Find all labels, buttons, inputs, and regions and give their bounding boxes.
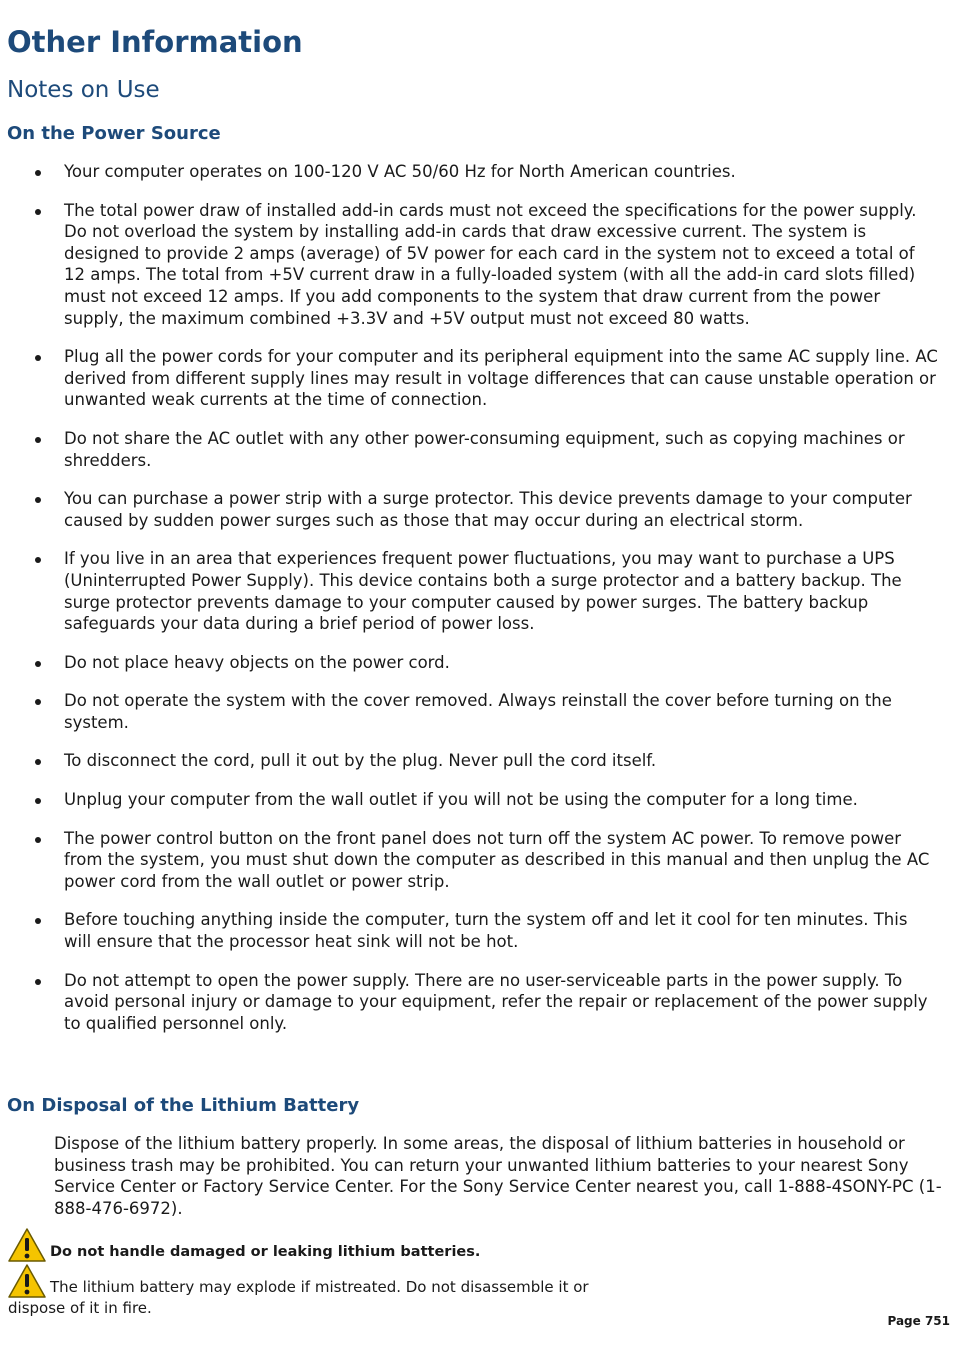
section-heading-battery: On Disposal of the Lithium Battery bbox=[7, 1095, 360, 1116]
bullet-icon bbox=[35, 918, 41, 924]
bullet-icon bbox=[35, 979, 41, 985]
bullet-icon bbox=[35, 661, 41, 667]
list-item: You can purchase a power strip with a surge protector. This device prevents damage to your computer caused by sudden power surges such as those that may occur during an electrical storm. bbox=[0, 488, 954, 531]
list-item: To disconnect the cord, pull it out by the plug. Never pull the cord itself. bbox=[0, 750, 954, 772]
warning-triangle-icon bbox=[8, 1228, 46, 1262]
bullet-icon bbox=[35, 798, 41, 804]
bullet-icon bbox=[35, 209, 41, 215]
warning-text: The lithium battery may explode if mistreated. Do not disassemble it or dispose of it in fire. bbox=[8, 1278, 589, 1317]
list-item: Your computer operates on 100-120 V AC 50/60 Hz for North American countries. bbox=[0, 161, 954, 183]
warning-text: Do not handle damaged or leaking lithium batteries. bbox=[50, 1244, 481, 1260]
bullet-icon bbox=[35, 557, 41, 563]
warning-note-2 bbox=[8, 1264, 628, 1319]
list-item: Before touching anything inside the computer, turn the system off and let it cool for ten minutes. This will ensure that the processor heat sink will not be hot. bbox=[0, 909, 954, 952]
page-title: Other Information bbox=[7, 25, 303, 59]
bullet-icon bbox=[35, 355, 41, 361]
list-item: Do not place heavy objects on the power cord. bbox=[0, 652, 954, 674]
bullet-icon bbox=[35, 437, 41, 443]
list-item: Do not share the AC outlet with any other power-consuming equipment, such as copying machines or shredders. bbox=[0, 428, 954, 471]
page-number: Page 751 bbox=[887, 1314, 950, 1328]
power-notes-list bbox=[0, 161, 954, 1051]
warning-note-1 bbox=[8, 1228, 480, 1262]
bullet-icon bbox=[35, 837, 41, 843]
bullet-icon bbox=[35, 170, 41, 176]
list-item: Do not attempt to open the power supply. There are no user-serviceable parts in the power supply. To avoid personal injury or damage to your equipment, refer the repair or replacement of the power supply to qualified personnel only. bbox=[0, 970, 954, 1035]
bullet-icon bbox=[35, 699, 41, 705]
page-subtitle: Notes on Use bbox=[7, 77, 160, 103]
bullet-icon bbox=[35, 759, 41, 765]
warning-triangle-icon bbox=[8, 1264, 46, 1298]
section-heading-power: On the Power Source bbox=[7, 123, 221, 144]
list-item: Unplug your computer from the wall outlet if you will not be using the computer for a long time. bbox=[0, 789, 954, 811]
list-item: If you live in an area that experiences frequent power fluctuations, you may want to purchase a UPS (Uninterrupted Power Supply). This device contains both a surge protector and a battery backup. The surge protector prevents damage to your computer caused by power surges. The battery backup safeguards your data during a brief period of power loss. bbox=[0, 548, 954, 634]
bullet-icon bbox=[35, 497, 41, 503]
list-item: Do not operate the system with the cover removed. Always reinstall the cover before turning on the system. bbox=[0, 690, 954, 733]
list-item: The power control button on the front panel does not turn off the system AC power. To remove power from the system, you must shut down the computer as described in this manual and then unplug the AC power cord from the wall outlet or power strip. bbox=[0, 828, 954, 893]
list-item: Plug all the power cords for your computer and its peripheral equipment into the same AC supply line. AC derived from different supply lines may result in voltage differences that can cause unstable operation or unwanted weak currents at the time of connection. bbox=[0, 346, 954, 411]
battery-disposal-paragraph: Dispose of the lithium battery properly. In some areas, the disposal of lithium batteries in household or business trash may be prohibited. You can return your unwanted lithium batteries to your nearest Sony Service Center or Factory Service Center. For the Sony Service Center nearest you, call 1-888-4SONY-PC (1-888-476-6972). bbox=[54, 1134, 942, 1218]
list-item: The total power draw of installed add-in cards must not exceed the specifications for the power supply. Do not overload the system by installing add-in cards that draw excessive current. The system is designed to provide 2 amps (average) of 5V power for each card in the system not to exceed a total of 12 amps. The total from +5V current draw in a fully-loaded system (with all the add-in card slots filled) must not exceed 12 amps. If you add components to the system that draw current from the power supply, the maximum combined +3.3V and +5V output must not exceed 80 watts. bbox=[0, 200, 954, 330]
